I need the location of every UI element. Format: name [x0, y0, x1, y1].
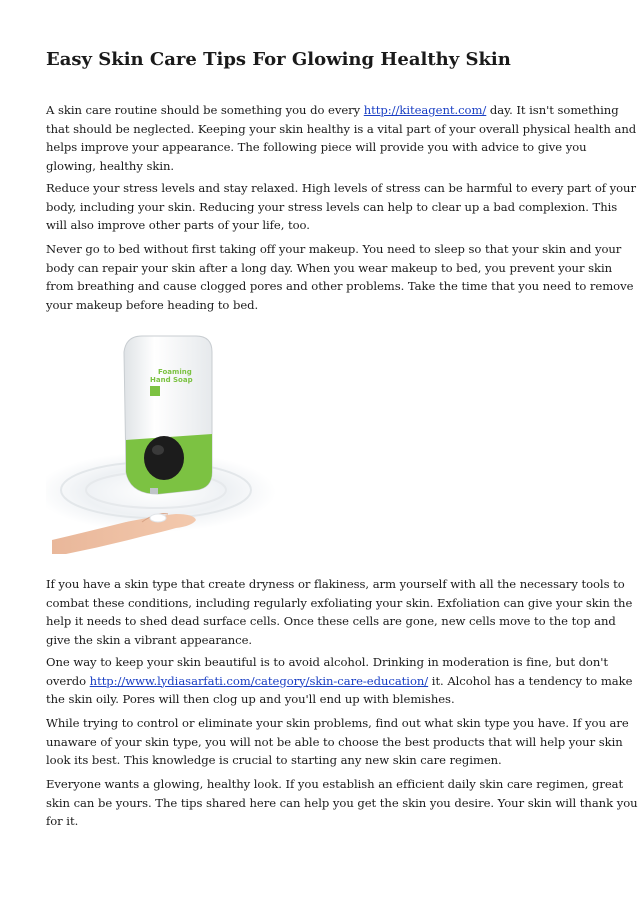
paragraph-line: One way to keep your skin beautiful is to avoid alcohol. Drinking in moderation is fine, but don't — [46, 655, 609, 669]
paragraph-line: If you have a skin type that create dryness or flakiness, arm yourself with all the necessary tools to — [46, 577, 625, 591]
paragraph-line: that should be neglected. Keeping your skin healthy is a vital part of your overall physical health and — [46, 121, 637, 136]
paragraph-line: help it needs to shed dead surface cells. Once these cells are gone, new cells move to the top and — [46, 614, 616, 628]
paragraph-line: Reduce your stress levels and stay relaxed. High levels of stress can be harmful to every part of your — [46, 181, 636, 195]
text-run: it. Alcohol has a tendency to make — [428, 673, 633, 688]
paragraph-line: combat these conditions, including regularly exfoliating your skin. Exfoliation can give your skin the — [46, 595, 633, 610]
foam — [150, 514, 166, 522]
paragraph-line: helps improve your appearance. The following piece will provide you with advice to give you — [46, 140, 587, 154]
lydiasarfati-link[interactable]: http://www.lydiasarfati.com/category/skin-care-education/ — [89, 673, 429, 688]
page-title: Easy Skin Care Tips For Glowing Healthy Skin — [46, 49, 511, 70]
paragraph-line: your makeup before heading to bed. — [46, 297, 259, 312]
paragraph-6 — [46, 714, 629, 770]
sensor-window — [144, 436, 184, 480]
paragraph-line: glowing, healthy skin. — [46, 158, 175, 173]
text-run: A skin care routine should be something you do every — [46, 103, 364, 117]
label-text: Foaming — [158, 368, 192, 376]
paragraph-line: Everyone wants a glowing, healthy look. If you establish an efficient daily skin care regimen, great — [46, 777, 624, 791]
paragraph-3 — [46, 240, 634, 314]
paragraph-4 — [46, 575, 633, 649]
paragraph-5 — [46, 653, 633, 709]
paragraph-line: Never go to bed without first taking off your makeup. You need to sleep so that your skin and your — [46, 242, 622, 256]
paragraph-line: for it. — [46, 814, 79, 828]
text-run: overdo — [46, 673, 90, 688]
soap-dispenser-image — [46, 322, 282, 554]
paragraph-line: look its best. This knowledge is crucial to starting any new skin care regimen. — [46, 753, 502, 767]
paragraph-line: body can repair your skin after a long day. When you wear makeup to bed, you prevent your skin — [46, 260, 613, 275]
sensor-glare — [152, 445, 164, 455]
paragraph-line: While trying to control or eliminate your skin problems, find out what skin type you have. If you are — [46, 716, 629, 730]
paragraph-7 — [46, 775, 638, 831]
paragraph-line: unaware of your skin type, you will not be able to choose the best products that will help your skin — [46, 734, 623, 749]
paragraph-line: from breathing and cause clogged pores and other problems. Take the time that you need to remove — [46, 279, 634, 293]
paragraph-line — [46, 101, 619, 120]
text-run: day. It isn't something — [486, 103, 619, 117]
label-logo-icon — [150, 386, 160, 396]
kiteagent-link[interactable]: http://kiteagent.com/ — [363, 103, 487, 117]
paragraph-1 — [46, 101, 637, 175]
soap-dispenser-illustration — [46, 322, 282, 554]
paragraph-2 — [46, 179, 636, 235]
paragraph-line: skin can be yours. The tips shared here can help you get the skin you desire. Your skin will thank you — [46, 795, 638, 810]
paragraph-line: give the skin a vibrant appearance. — [46, 632, 253, 647]
paragraph-line: body, including your skin. Reducing your stress levels can help to clear up a bad complexion. This — [46, 199, 618, 214]
paragraph-line: will also improve other parts of your life, too. — [46, 218, 310, 232]
label-text: Hand Soap — [150, 376, 193, 384]
paragraph-line: the skin oily. Pores will then clog up and you'll end up with blemishes. — [46, 692, 455, 706]
nozzle — [150, 488, 158, 494]
paragraph-line — [46, 672, 633, 691]
